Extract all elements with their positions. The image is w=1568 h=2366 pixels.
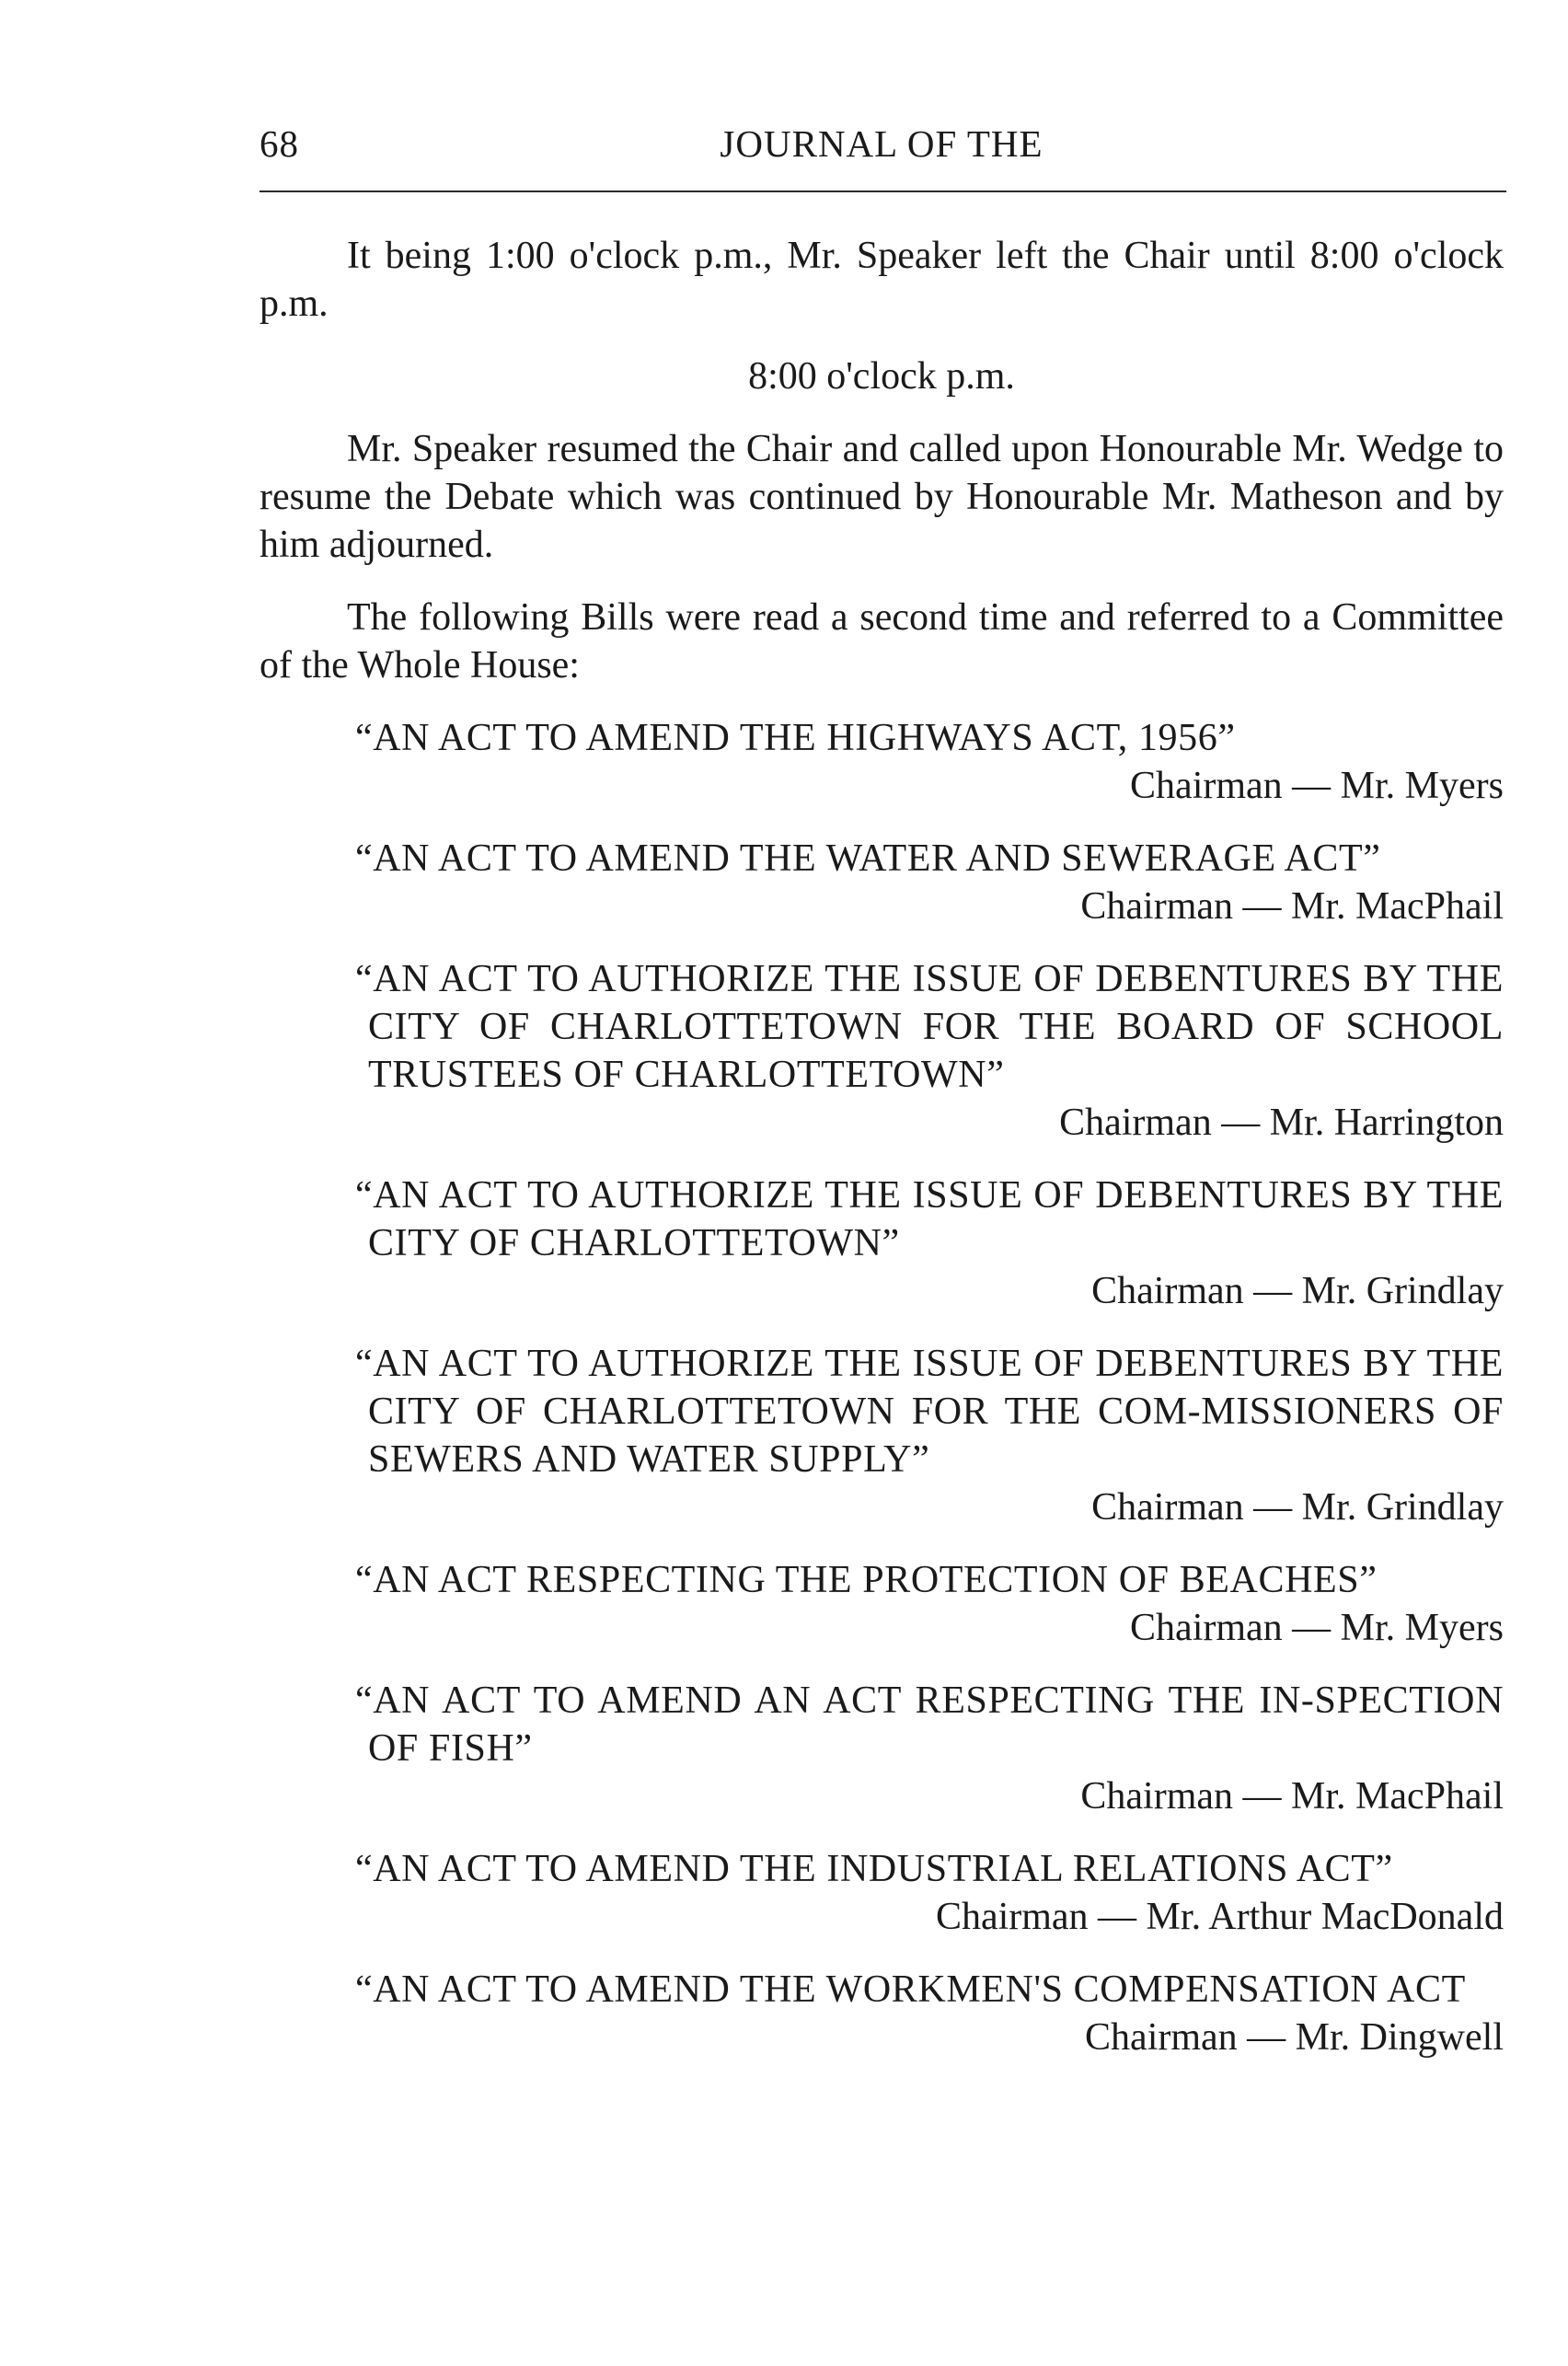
bill-title: “AN ACT TO AMEND AN ACT RESPECTING THE IN-SPECTION OF FISH”: [355, 1679, 1504, 1770]
bill-entry: [259, 1677, 1504, 1820]
bill-chairman: Chairman — Mr. Harrington: [1059, 1102, 1504, 1144]
bill-chairman: Chairman — Mr. Grindlay: [1091, 1486, 1504, 1529]
bill-chairman: Chairman — Mr. Grindlay: [1091, 1270, 1504, 1312]
bills-intro-paragraph: The following Bills were read a second time and referred to a Committee of the Whole House:: [259, 596, 1504, 687]
page-header: [259, 121, 1504, 177]
time-heading: 8:00 o'clock p.m.: [748, 355, 1015, 398]
page-number: 68: [259, 122, 299, 165]
bill-chairman: Chairman — Mr. Dingwell: [1085, 2016, 1504, 2059]
bill-title: “AN ACT TO AMEND THE INDUSTRIAL RELATIONS ACT”: [355, 1848, 1393, 1890]
bill-chairman: Chairman — Mr. MacPhail: [1080, 1775, 1504, 1818]
bill-title: “AN ACT RESPECTING THE PROTECTION OF BEACHES”: [355, 1559, 1378, 1601]
bill-chairman: Chairman — Mr. MacPhail: [1080, 885, 1504, 928]
resumed-paragraph: Mr. Speaker resumed the Chair and called upon Honourable Mr. Wedge to resume the Debate which was continued by Honourable Mr. Matheson and by him adjourned.: [259, 428, 1504, 566]
bill-title: “AN ACT TO AMEND THE HIGHWAYS ACT, 1956”: [355, 717, 1236, 759]
bill-title: “AN ACT TO AUTHORIZE THE ISSUE OF DEBENTURES BY THE CITY OF CHARLOTTETOWN FOR THE COM-MISSIONERS OF SEWERS AND WATER SUPPLY”: [355, 1343, 1504, 1481]
bill-chairman: Chairman — Mr. Myers: [1130, 765, 1504, 807]
bill-title: “AN ACT TO AUTHORIZE THE ISSUE OF DEBENTURES BY THE CITY OF CHARLOTTETOWN”: [355, 1174, 1504, 1264]
page-body: [259, 232, 1504, 2086]
bill-entry: [259, 1171, 1504, 1315]
header-rule: [259, 190, 1506, 192]
bill-entry: [259, 955, 1504, 1147]
bill-title: “AN ACT TO AMEND THE WATER AND SEWERAGE ACT”: [355, 837, 1381, 880]
bill-entry: [259, 1340, 1504, 1531]
bill-chairman: Chairman — Mr. Arthur MacDonald: [935, 1896, 1504, 1938]
bill-title: “AN ACT TO AUTHORIZE THE ISSUE OF DEBENTURES BY THE CITY OF CHARLOTTETOWN FOR THE BOARD OF SCHOOL TRUSTEES OF CHARLOTTETOWN”: [355, 958, 1504, 1096]
bill-title: “AN ACT TO AMEND THE WORKMEN'S COMPENSATION ACT: [355, 1968, 1466, 2011]
running-head: JOURNAL OF THE: [720, 122, 1043, 165]
bill-entry: [259, 714, 1504, 810]
bill-entry: [259, 1845, 1504, 1941]
bill-entry: [259, 1966, 1504, 2061]
bill-chairman: Chairman — Mr. Myers: [1130, 1607, 1504, 1649]
bill-entry: [259, 1556, 1504, 1652]
bill-entry: [259, 835, 1504, 930]
recess-paragraph: It being 1:00 o'clock p.m., Mr. Speaker left the Chair until 8:00 o'clock p.m.: [259, 235, 1504, 325]
